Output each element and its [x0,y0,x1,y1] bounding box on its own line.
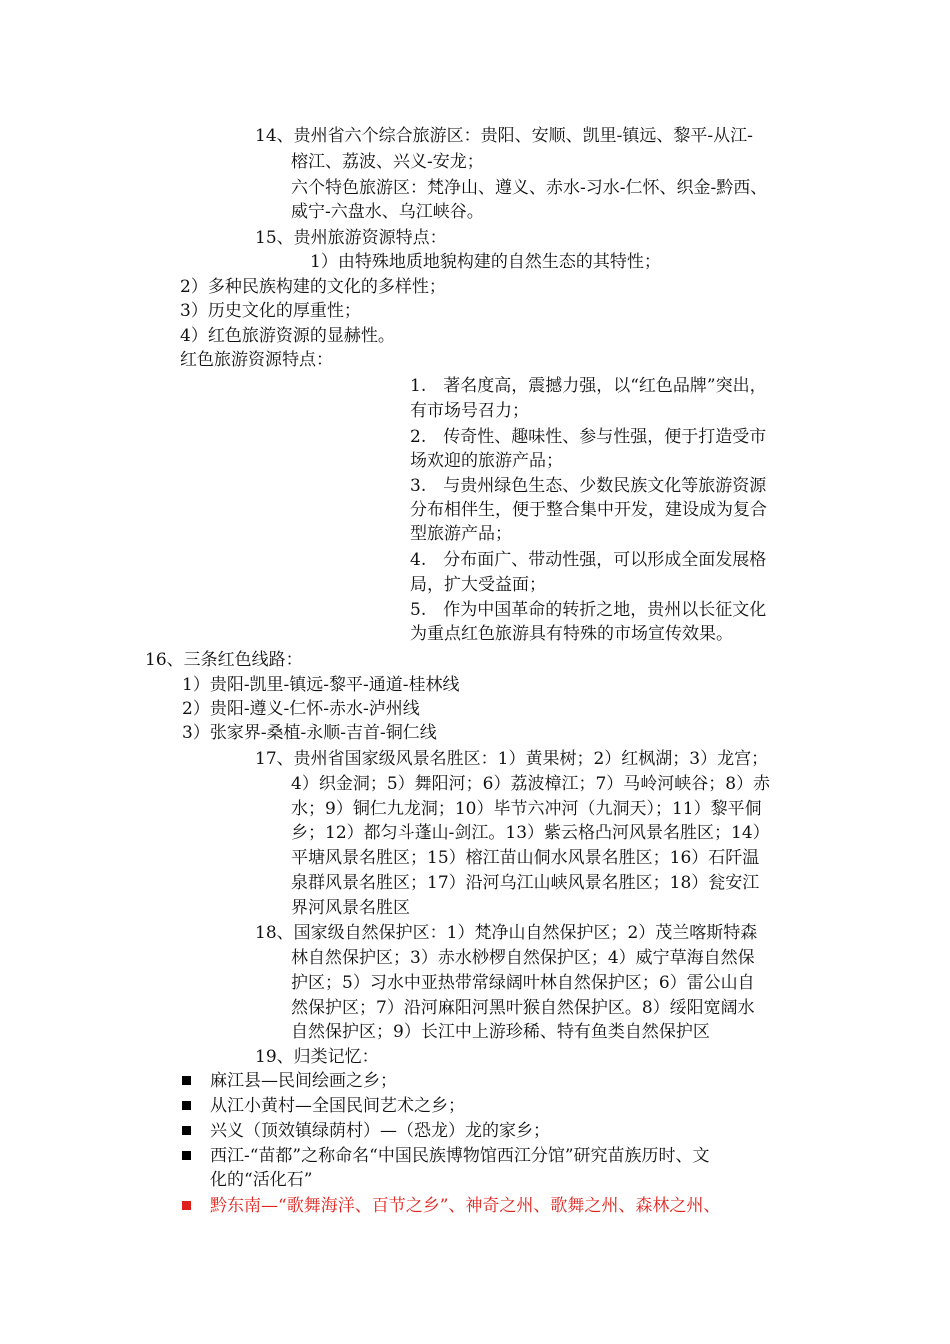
red-feature-line: 型旅游产品； [410,524,512,544]
s17-line: 4）织金洞；5）舞阳河；6）荔波樟江；7）马岭河峡谷；8）赤 [291,774,771,794]
s19-bullet-text: 西江-“苗都”之称命名“中国民族博物馆西江分馆”研究苗族历时、文 [210,1146,710,1166]
red-feature-line: 有市场号召力； [410,401,529,421]
s15-item-2: 2）多种民族构建的文化的多样性； [180,277,446,297]
red-feature-line: 为重点红色旅游具有特殊的市场宣传效果。 [410,624,733,644]
s16-route-2: 2）贵阳-遵义-仁怀-赤水-泸州线 [182,699,420,719]
s17-line: 界河风景名胜区 [291,898,410,918]
s17-line: 泉群风景名胜区；17）沿河乌江山峡风景名胜区；18）瓮安江 [291,873,760,893]
square-bullet-icon [182,1151,191,1160]
s14-line-3: 六个特色旅游区：梵净山、遵义、赤水-习水-仁怀、织金-黔西、 [291,178,768,198]
s19-bullet-text: 从江小黄村—全国民间艺术之乡； [210,1096,465,1116]
s19-bullet-text: 兴义（顶效镇绿荫村）—（恐龙）龙的家乡； [210,1121,550,1141]
s18-line: 然保护区；7）沿河麻阳河黑叶猴自然保护区。8）绥阳宽阔水 [291,998,755,1018]
s19-bullet-text-red: 黔东南—“歌舞海洋、百节之乡”、神奇之州、歌舞之州、森林之州、 [210,1196,721,1216]
s18-line: 自然保护区；9）长江中上游珍稀、特有鱼类自然保护区 [291,1022,710,1042]
s18-line: 18、国家级自然保护区：1）梵净山自然保护区；2）茂兰喀斯特森 [255,923,758,943]
s19-bullet-text: 麻江县—民间绘画之乡； [210,1071,397,1091]
s19-bullet-text-cont: 化的“活化石” [210,1170,313,1190]
square-bullet-icon [182,1126,191,1135]
red-feature-line: 2. 传奇性、趣味性、参与性强，便于打造受市 [410,427,767,447]
red-feature-line: 3. 与贵州绿色生态、少数民族文化等旅游资源 [410,476,767,496]
s15-item-1: 1）由特殊地质地貌构建的自然生态的其特性； [310,252,661,272]
s16-route-1: 1）贵阳-凯里-镇远-黎平-通道-桂林线 [182,675,460,695]
s19-title: 19、归类记忆： [255,1047,379,1067]
square-bullet-icon [182,1101,191,1110]
red-feature-line: 5. 作为中国革命的转折之地，贵州以长征文化 [410,600,767,620]
red-feature-line: 1. 著名度高，震撼力强，以“红色品牌”突出， [410,376,767,396]
s15-title: 15、贵州旅游资源特点： [255,228,447,248]
s16-title: 16、三条红色线路： [145,650,303,670]
s16-route-3: 3）张家界-桑植-永顺-吉首-铜仁线 [182,723,437,743]
s18-line: 护区；5）习水中亚热带常绿阔叶林自然保护区；6）雷公山自 [291,973,755,993]
s15-item-3: 3）历史文化的厚重性； [180,301,361,321]
red-feature-line: 局，扩大受益面； [410,575,546,595]
s17-line: 水；9）铜仁九龙洞；10）毕节六冲河（九洞天）；11）黎平侗 [291,799,762,819]
s14-line-2: 榕江、荔波、兴义-安龙； [291,152,484,172]
s17-line: 乡；12）都匀斗蓬山-剑江。13）紫云格凸河风景名胜区；14） [291,823,770,843]
s14-line-1: 14、贵州省六个综合旅游区：贵阳、安顺、凯里-镇远、黎平-从江- [255,126,753,146]
s14-line-4: 威宁-六盘水、乌江峡谷。 [291,202,484,222]
red-feature-line: 4. 分布面广、带动性强，可以形成全面发展格 [410,550,767,570]
s18-line: 林自然保护区；3）赤水桫椤自然保护区；4）威宁草海自然保 [291,948,755,968]
s15-red-title: 红色旅游资源特点： [180,350,333,370]
square-bullet-icon-red [182,1201,191,1210]
s15-item-4: 4）红色旅游资源的显赫性。 [180,326,395,346]
s17-line: 17、贵州省国家级风景名胜区：1）黄果树；2）红枫湖；3）龙宫； [255,749,769,769]
red-feature-line: 分布相伴生，便于整合集中开发，建设成为复合 [410,500,767,520]
square-bullet-icon [182,1076,191,1085]
red-feature-line: 场欢迎的旅游产品； [410,451,563,471]
s17-line: 平塘风景名胜区；15）榕江苗山侗水风景名胜区；16）石阡温 [291,848,760,868]
